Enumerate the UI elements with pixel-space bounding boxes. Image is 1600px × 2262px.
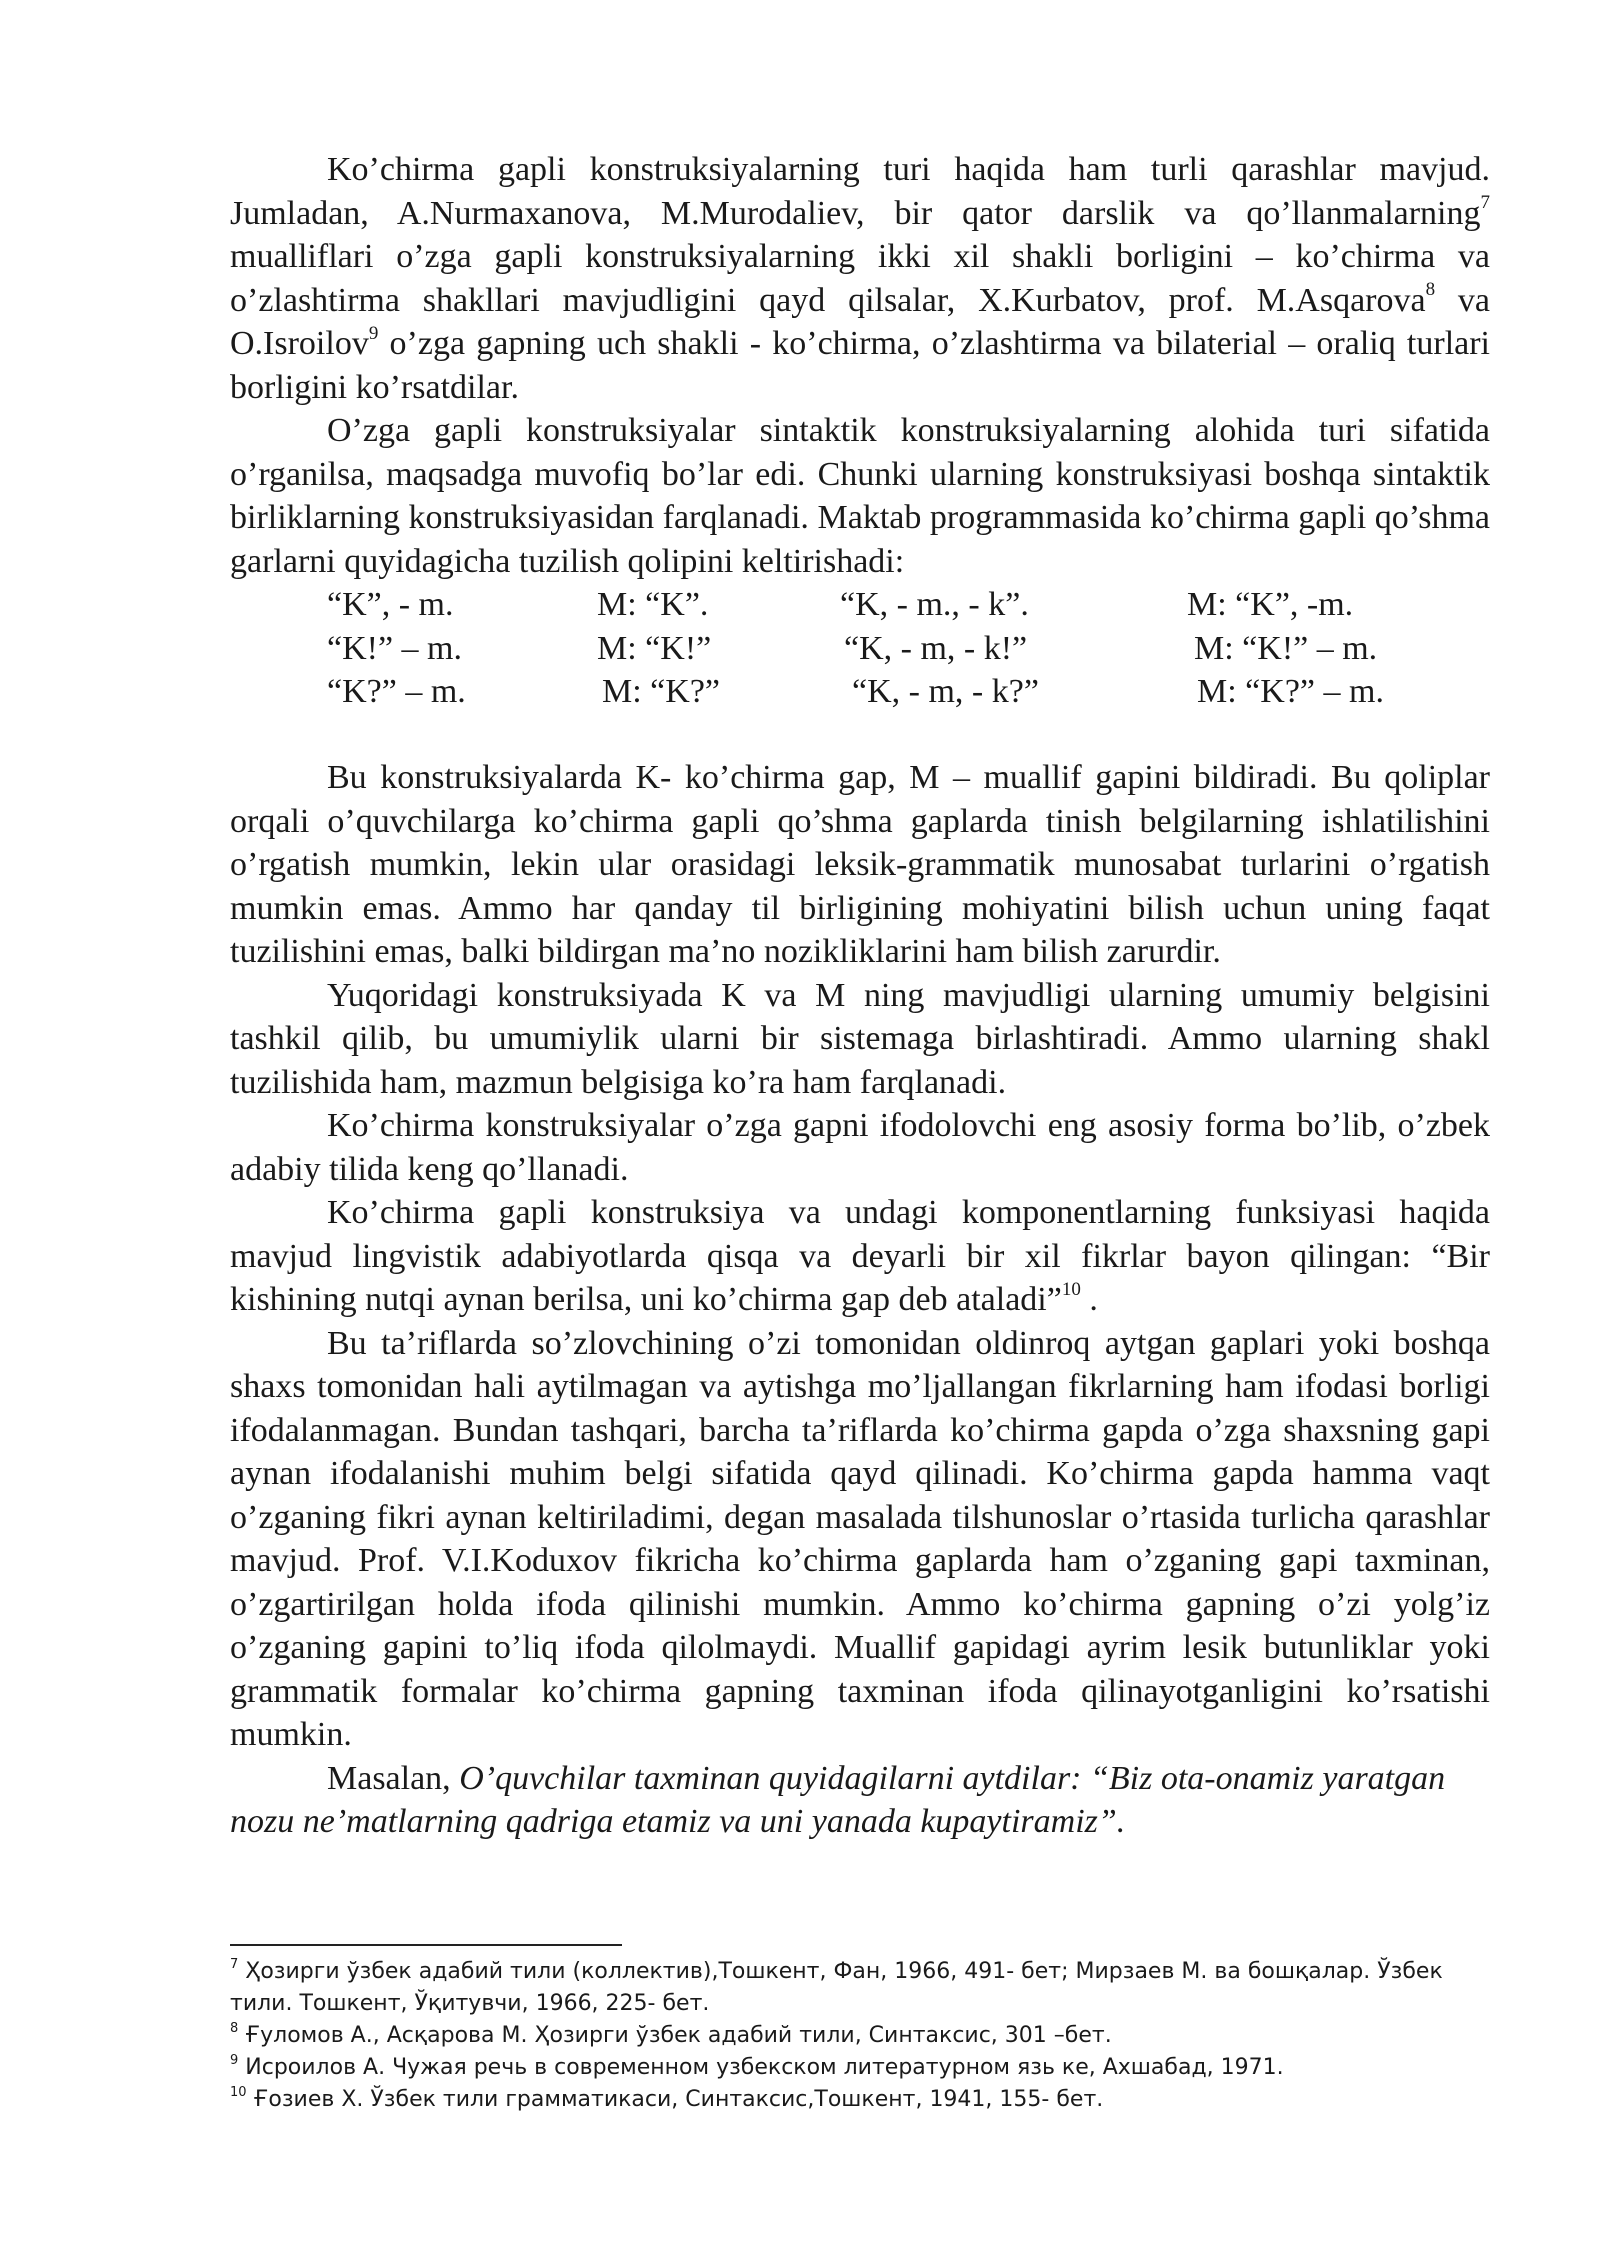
paragraph: [230, 756, 1490, 974]
body-text-top: [230, 148, 1490, 583]
paragraph: [230, 409, 1490, 583]
paragraph: [230, 1322, 1490, 1757]
footnote: [230, 2084, 1490, 2116]
example-text: O’quvchilar taxminan quyidagilarni aytdilar: “Biz ota-onamiz yaratgan nozu ne’matlarning qadriga etamiz va uni yanada kupaytiramiz”.: [230, 1759, 1446, 1840]
formula-1-3: “K, - m., - k”.: [840, 586, 1029, 623]
formula-2-3: “K, - m, - k!”: [844, 629, 1028, 667]
footnote-text: Ғуломов А., Асқарова М. Ҳозирги ўзбек адабий тили, Синтаксис, 301 –бет.: [238, 2023, 1112, 2048]
footnote-text: Ғозиев Х. Ўзбек тили грамматикаси, Синтаксис,Тошкент, 1941, 155- бет.: [246, 2087, 1104, 2112]
document-body: [230, 148, 1490, 1844]
formula-2-1: “K!” – m.: [327, 629, 463, 667]
text-run: Bu ta’riflarda so’zlovchining o’zi tomonidan oldinroq aytgan gaplari yoki boshqa shaxs tomonidan hali aytilmagan va aytishga mo’ljallangan fikrlarning ham ifodasi borligi ifodalanmagan. Bundan tashqari, barcha ta’riflarda ko’chirma gapda o’zga shaxsning gapi aynan ifodalanishi muhim belgi sifatida qayd qilinadi. Ko’chirma gapda hamma vaqt o’zganing fikri aynan keltiriladimi, degan masalada tilshunoslar o’rtasida turlicha qarashlar mavjud. Prof. V.I.Koduxov fikricha ko’chirma gaplarda ham o’zganing gapi taxminan, o’zgartirilgan holda ifoda qilinishi mumkin. Ammo ko’chirma gapning o’zi yolg’iz o’zganing gapini to’liq ifoda qilolmaydi. Muallif gapidagi ayrim lesik butunliklar yoki grammatik formalar ko’chirma gapning taxminan ifoda qilinayotganligini ko’rsatishi mumkin.: [230, 1324, 1490, 1753]
footnote: [230, 2020, 1490, 2052]
text-run: Bu konstruksiyalarda K- ko’chirma gap, M – muallif gapini bildiradi. Bu qoliplar orqali o’quvchilarga ko’chirma gapli qo’shma gaplarda tinish belgilarning ishlatilishini o’rgatish mumkin, lekin ular orasidagi leksik-grammatik munosabat turlarini o’rgatish mumkin emas. Ammo har qanday til birligining mohiyatini bilish uchun uning faqat tuzilishini emas, balki bildirgan ma’no nozikliklarini ham bilish zarurdir.: [230, 759, 1490, 970]
footnote-text: Исроилов А. Чужая речь в современном узбекском литературном язь ке, Ахшабад, 1971.: [238, 2055, 1284, 2080]
text-run: .: [1080, 1281, 1098, 1318]
blank-line: [230, 713, 1490, 756]
footnote-number: 7: [230, 1956, 239, 1972]
paragraph: [230, 148, 1490, 409]
paragraph: [230, 974, 1490, 1105]
text-run: o’zga gapning uch shakli - ko’chirma, o’zlashtirma va bilaterial – oraliq turlari borligini ko’rsatdilar.: [230, 325, 1490, 406]
formula-3-2: M: “K?”: [602, 673, 721, 710]
formula-1-1: “K”, - m.: [327, 586, 454, 623]
text-run: Masalan,: [327, 1759, 460, 1797]
body-text-bottom: [230, 756, 1490, 1844]
formula-2-2: M: “K!”: [597, 629, 712, 667]
footnote-separator: [230, 1944, 622, 1946]
footnote-number: 10: [230, 2084, 247, 2100]
paragraph: [230, 1104, 1490, 1191]
text-run: Ko’chirma gapli konstruksiya va undagi komponentlarning funksiyasi haqida mavjud lingvistik adabiyotlarda qisqa va deyarli bir xil fikrlar bayon qilingan: “Bir kishining nutqi aynan berilsa, uni ko’chirma gap deb ataladi”: [230, 1194, 1490, 1318]
formula-3-3: “K, - m, - k?”: [852, 673, 1039, 710]
structure-formulas: [230, 583, 1490, 713]
text-run: Ko’chirma gapli konstruksiyalarning turi haqida ham turli qarashlar mavjud. Jumladan, A.Nurmaxanova, M.Murodaliev, bir qator darslik va qo’llanmalarning: [230, 151, 1490, 232]
text-run: Ko’chirma konstruksiyalar o’zga gapni ifodolovchi eng asosiy forma bo’lib, o’zbek adabiy tilida keng qo’llanadi.: [230, 1107, 1490, 1188]
footnote-number: 8: [230, 2020, 239, 2036]
footnote-ref: 7: [1480, 192, 1490, 214]
footnote-number: 9: [230, 2052, 239, 2068]
formula-1-2: M: “K”.: [597, 586, 709, 623]
footnote-ref: 10: [1061, 1278, 1081, 1300]
footnote: [230, 2052, 1490, 2084]
footnotes: [230, 1956, 1490, 2116]
formula-3-4: M: “K?” – m.: [1197, 673, 1384, 710]
text-run: va O.Isroilov: [230, 281, 1490, 362]
footnote-ref: 8: [1425, 279, 1436, 301]
text-run: mualliflari o’zga gapli konstruksiyalarning ikki xil shakli borligini – ko’chirma va o’zlashtirma shakllari mavjudligini qayd qilsalar, X.Kurbatov, prof. M.Asqarova: [230, 238, 1490, 319]
formula-1-4: M: “K”, -m.: [1187, 586, 1354, 623]
footnote-text: Ҳозирги ўзбек адабий тили (коллектив),Тошкент, Фан, 1966, 491- бет; Мирзаев М. ва бошқалар. Ўзбек тили. Тошкент, Ўқитувчи, 1966, 225- бет.: [230, 1959, 1443, 2016]
text-run: O’zga gapli konstruksiyalar sintaktik konstruksiyalarning alohida turi sifatida o’rganilsa, maqsadga muvofiq bo’lar edi. Chunki ularning konstruksiyasi boshqa sintaktik birliklarning konstruksiyasidan farqlanadi. Maktab programmasida ko’chirma gapli qo’shma garlarni quyidagicha tuzilish qolipini keltirishadi:: [230, 412, 1490, 580]
paragraph: [230, 1757, 1490, 1844]
formula-3-1: “K?” – m.: [327, 673, 466, 710]
text-run: Yuqoridagi konstruksiyada K va M ning mavjudligi ularning umumiy belgisini tashkil qilib, bu umumiylik ularni bir sistemaga birlashtiradi. Ammo ularning shakl tuzilishida ham, mazmun belgisiga ko’ra ham farqlanadi.: [230, 976, 1490, 1101]
footnote-ref: 9: [368, 322, 379, 344]
formula-2-4: M: “K!” – m.: [1194, 629, 1378, 667]
footnote: [230, 1956, 1490, 2020]
paragraph: [230, 1191, 1490, 1322]
